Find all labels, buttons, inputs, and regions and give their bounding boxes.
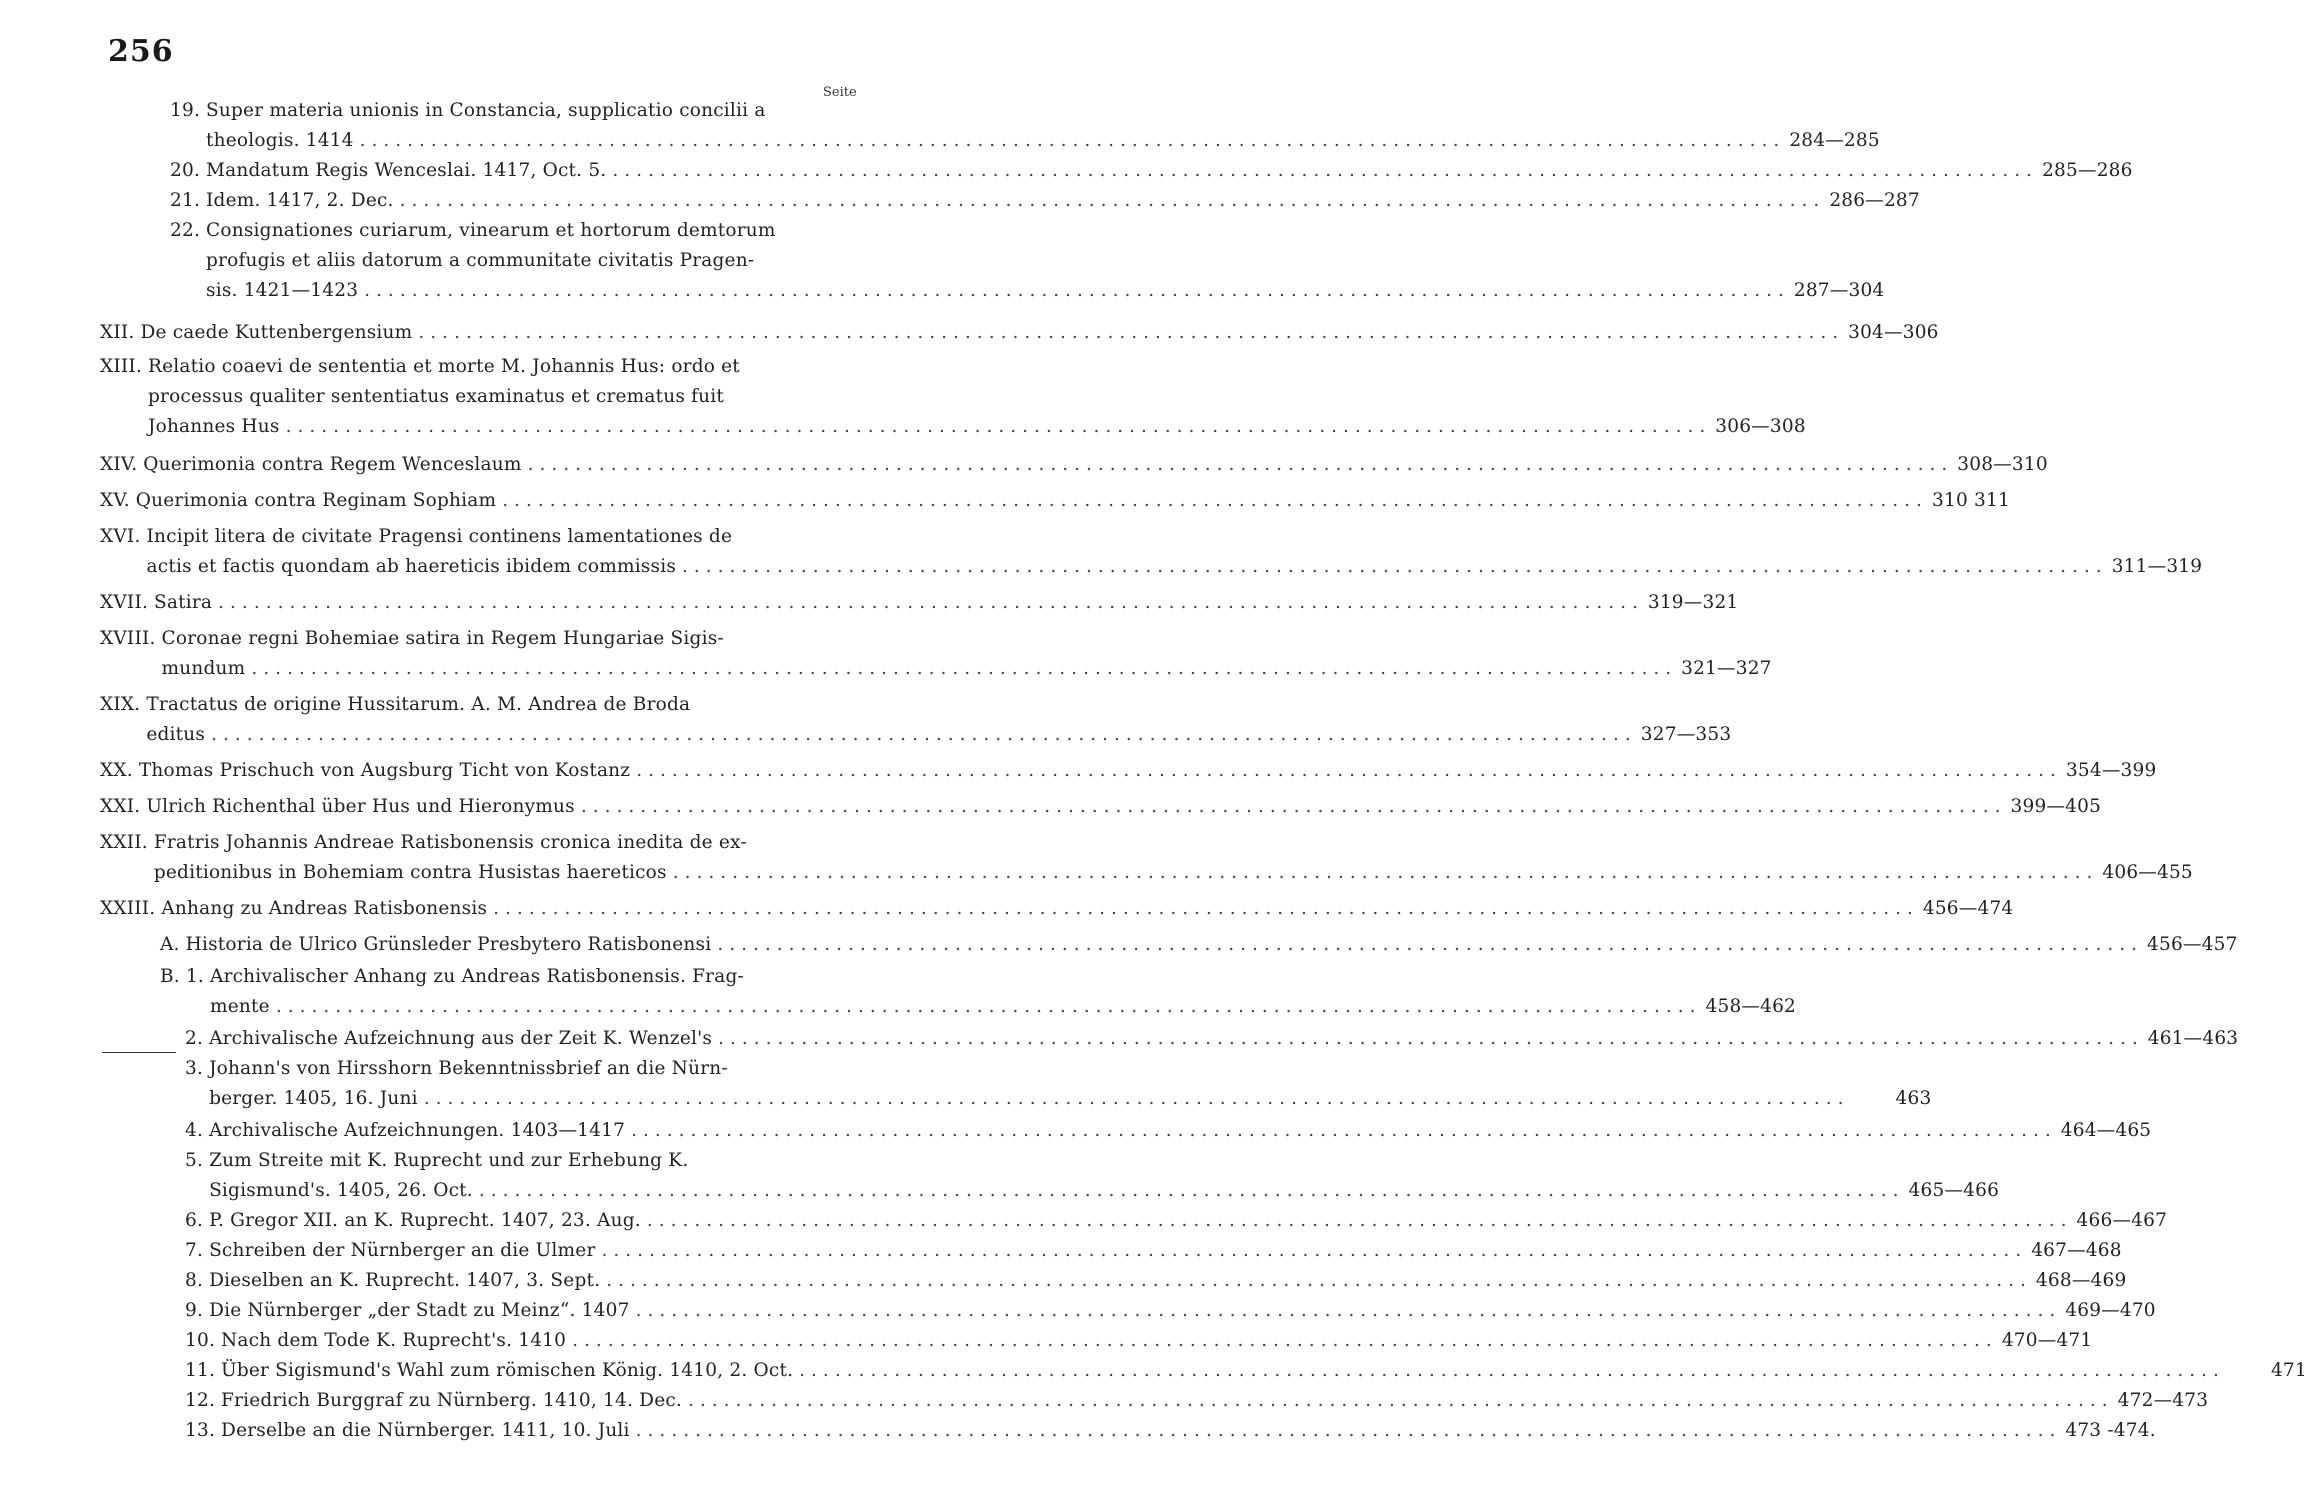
entry-title-line: Thomas Prischuch von Augsburg Ticht von Kostanz	[138, 760, 631, 781]
dot-leader: ........................................................................................................................	[580, 796, 2007, 817]
entry-pages: 468—469	[2035, 1270, 2127, 1291]
entry-title-line: Johannes Hus	[147, 416, 280, 437]
dot-leader: ........................................................................................................................	[636, 760, 2062, 781]
entry-number: XXI.	[100, 796, 141, 817]
entry-pages: 304—306	[1848, 322, 1939, 343]
entry-pages: 327—353	[1640, 724, 1732, 745]
entry-pages: 306—308	[1715, 416, 1806, 437]
dot-leader: ........................................................................................................................	[218, 592, 1644, 613]
entry-number: 4.	[185, 1120, 204, 1141]
toc-entry	[185, 1024, 2239, 1054]
entry-pages: 472—473	[2117, 1390, 2209, 1411]
entry-number: 13.	[185, 1420, 216, 1441]
toc-entry	[100, 690, 1732, 750]
entry-title-line: Die Nürnberger „der Stadt zu Meinz“. 1407	[209, 1300, 630, 1321]
entry-pages: 473 -474.	[2065, 1420, 2156, 1441]
dot-leader: ........................................................................................................................	[502, 490, 1928, 511]
entry-pages: 406—455	[2102, 862, 2193, 883]
toc-entry	[185, 1326, 2093, 1356]
toc-entry	[185, 1386, 2209, 1416]
entry-pages: 456—474	[1922, 898, 2014, 919]
toc-entry	[100, 522, 2203, 582]
entry-title-line: Satira	[154, 592, 213, 613]
entry-pages: 467—468	[2031, 1240, 2122, 1261]
entry-title-line: processus qualiter sententiatus examinatus et crematus fuit	[147, 386, 725, 407]
entry-number: A.	[160, 934, 180, 955]
entry-number: 22.	[170, 220, 201, 241]
entry-title-line: Derselbe an die Nürnberger. 1411, 10. Juli	[221, 1420, 630, 1441]
entry-pages: 466—467	[2076, 1210, 2168, 1231]
entry-title-line: Archivalische Aufzeichnung aus der Zeit K. Wenzel's	[209, 1028, 713, 1049]
entry-number: 5.	[185, 1150, 204, 1171]
entry-title-line: berger. 1405, 16. Juni	[209, 1088, 418, 1109]
toc-entry	[100, 894, 2014, 924]
dot-leader: ........................................................................................................................	[612, 160, 2039, 181]
entry-number: 7.	[185, 1240, 204, 1261]
toc-entry	[100, 352, 1806, 442]
entry-title-line: Anhang zu Andreas Ratisbonensis	[161, 898, 488, 919]
entry-title-line: profugis et aliis datorum a communitate civitatis Pragen-	[206, 250, 755, 271]
dot-leader: ........................................................................................................................	[682, 556, 2108, 577]
entry-pages: 464—465	[2060, 1120, 2152, 1141]
entry-title-line: Archivalischer Anhang zu Andreas Ratisbonensis. Frag-	[210, 966, 744, 987]
entry-pages: 465—466	[1908, 1180, 2000, 1201]
dot-leader: ........................................................................................................................	[359, 130, 1786, 151]
dot-leader: ........................................................................................................................	[572, 1330, 1998, 1351]
entry-title-line: actis et factis quondam ab haereticis ibidem commissis	[146, 556, 677, 577]
entry-title-line: Incipit litera de civitate Pragensi continens lamentationes de	[146, 526, 733, 547]
entry-title-line: Relatio coaevi de sententia et morte M. Johannis Hus: ordo et	[147, 356, 740, 377]
entry-pages: 469—470	[2065, 1300, 2156, 1321]
dot-leader: ........................................................................................................................	[687, 1390, 2114, 1411]
entry-title-line: Querimonia contra Reginam Sophiam	[135, 490, 497, 511]
entry-pages: 354—399	[2065, 760, 2157, 781]
toc-entry	[170, 216, 1885, 306]
toc-entry	[100, 450, 2048, 480]
dot-leader: ........................................................................................................................	[285, 416, 1712, 437]
toc-entry	[160, 962, 1797, 1022]
dot-leader: ........................................................................................................................	[493, 898, 1919, 919]
toc-entry	[185, 1054, 1932, 1114]
entry-number: XX.	[100, 760, 133, 781]
entry-number: 8.	[185, 1270, 204, 1291]
entry-title-line: editus	[146, 724, 206, 745]
entry-pages: 461—463	[2147, 1028, 2239, 1049]
dot-leader: ........................................................................................................................	[672, 862, 2099, 883]
dot-leader: ........................................................................................................................	[275, 996, 1702, 1017]
entry-title-line: Mandatum Regis Wenceslai. 1417, Oct. 5.	[206, 160, 607, 181]
page-number: 256	[108, 34, 174, 69]
entry-title-line: Fratris Johannis Andreae Ratisbonensis cronica inedita de ex-	[153, 832, 747, 853]
entry-pages: 308—310	[1957, 454, 2048, 475]
entry-pages: 284—285	[1789, 130, 1880, 151]
dot-leader: ........................................................................................................................	[606, 1270, 2032, 1291]
entry-title-line: Archivalische Aufzeichnungen. 1403—1417	[209, 1120, 626, 1141]
entry-title-line: Querimonia contra Regem Wenceslaum	[143, 454, 522, 475]
page-column-header: Seite	[823, 85, 857, 100]
entry-title-line: Coronae regni Bohemiae satira in Regem Hungariae Sigis-	[161, 628, 724, 649]
entry-number: XIII.	[100, 356, 142, 377]
dot-leader: ........................................................................................................................	[211, 724, 1637, 745]
dot-leader: ........................................................................................................................	[718, 1028, 2144, 1049]
dot-leader: ........................................................................................................................	[601, 1240, 2028, 1261]
toc-entry	[185, 1146, 2000, 1206]
entry-pages: 458—462	[1705, 996, 1797, 1017]
dot-leader: ........................................................................................................................	[799, 1360, 2225, 1381]
entry-number: 3.	[185, 1058, 204, 1079]
entry-pages: 456—457	[2147, 934, 2238, 955]
entry-title-line: Schreiben der Nürnberger an die Ulmer	[209, 1240, 596, 1261]
entry-number: 19.	[170, 100, 201, 121]
dot-leader: ........................................................................................................................	[646, 1210, 2073, 1231]
entry-title-line: Johann's von Hirsshorn Bekenntnissbrief an die Nürn-	[209, 1058, 728, 1079]
toc-entry	[185, 1416, 2156, 1446]
entry-number: 11.	[185, 1360, 216, 1381]
dot-leader: ........................................................................................................................	[478, 1180, 1905, 1201]
toc-entry	[170, 96, 1880, 156]
toc-entry	[100, 588, 1739, 618]
entry-number: 2.	[185, 1028, 204, 1049]
entry-title-line: Über Sigismund's Wahl zum römischen König. 1410, 2. Oct.	[221, 1360, 794, 1381]
dot-leader: ........................................................................................................................	[364, 280, 1790, 301]
toc-entry	[185, 1236, 2122, 1266]
entry-title-line: peditionibus in Bohemiam contra Husistas haereticos	[153, 862, 667, 883]
dot-leader: ........................................................................................................................	[418, 322, 1845, 343]
entry-pages: 310 311	[1932, 490, 2010, 511]
entry-title-line: Dieselben an K. Ruprecht. 1407, 3. Sept.	[209, 1270, 601, 1291]
entry-number: XVIII.	[100, 628, 156, 649]
dot-leader: ........................................................................................................................	[399, 190, 1826, 211]
entry-title-line: Zum Streite mit K. Ruprecht und zur Erhebung K.	[209, 1150, 689, 1171]
entry-number: 21.	[170, 190, 201, 211]
entry-title-line: Sigismund's. 1405, 26. Oct.	[209, 1180, 473, 1201]
toc-entry	[100, 792, 2102, 822]
entry-number: XII.	[100, 322, 135, 343]
entry-number: XIX.	[100, 694, 141, 715]
entry-number: XXIII.	[100, 898, 156, 919]
toc-entry	[170, 186, 1920, 216]
entry-title-line: theologis. 1414	[206, 130, 354, 151]
entry-title-line: Ulrich Richenthal über Hus und Hieronymus	[146, 796, 575, 817]
toc-entry	[185, 1296, 2156, 1326]
entry-title-line: sis. 1421—1423	[206, 280, 359, 301]
toc-entry	[100, 318, 1939, 348]
dot-leader: ........................................................................................................................	[717, 934, 2144, 955]
entry-number: XXII.	[100, 832, 148, 853]
entry-number: 6.	[185, 1210, 204, 1231]
entry-title-line: Friedrich Burggraf zu Nürnberg. 1410, 14. Dec.	[221, 1390, 682, 1411]
dot-leader: ........................................................................................................................	[251, 658, 1678, 679]
dot-leader: ........................................................................................................................	[527, 454, 1954, 475]
entry-number: XIV.	[100, 454, 138, 475]
entry-pages: 399—405	[2010, 796, 2102, 817]
entry-title-line: Idem. 1417, 2. Dec.	[206, 190, 394, 211]
entry-number: 9.	[185, 1300, 204, 1321]
toc-entry	[100, 486, 2010, 516]
entry-title-line: Nach dem Tode K. Ruprecht's. 1410	[221, 1330, 567, 1351]
entry-pages: 286—287	[1829, 190, 1920, 211]
entry-pages: 470—471	[2001, 1330, 2093, 1351]
entry-title-line: Historia de Ulrico Grünsleder Presbytero Ratisbonensi	[185, 934, 712, 955]
dot-leader: ........................................................................................................................	[423, 1088, 1850, 1109]
toc-entry	[185, 1356, 2307, 1386]
toc-entry	[100, 756, 2157, 786]
entry-title-line: Super materia unionis in Constancia, supplicatio concilii a	[206, 100, 766, 121]
toc-entry	[185, 1116, 2152, 1146]
entry-title-line: mundum	[161, 658, 246, 679]
entry-number: XVII.	[100, 592, 149, 613]
entry-pages: 321—327	[1681, 658, 1772, 679]
toc-entry	[185, 1266, 2127, 1296]
dot-leader: ........................................................................................................................	[635, 1420, 2062, 1441]
dot-leader: ........................................................................................................................	[635, 1300, 2062, 1321]
entry-pages: 285—286	[2042, 160, 2133, 181]
entry-title-line: mente	[210, 996, 270, 1017]
entry-title-line: Tractatus de origine Hussitarum. A. M. Andrea de Broda	[146, 694, 691, 715]
dot-leader: ........................................................................................................................	[631, 1120, 2057, 1141]
separator-rule	[102, 1052, 176, 1053]
entry-title-line: P. Gregor XII. an K. Ruprecht. 1407, 23. Aug.	[209, 1210, 641, 1231]
entry-title-line: De caede Kuttenbergensium	[140, 322, 413, 343]
entry-pages: 463	[1895, 1088, 1932, 1109]
entry-number: 10.	[185, 1330, 216, 1351]
entry-number: XV.	[100, 490, 130, 511]
entry-number: XVI.	[100, 526, 141, 547]
entry-pages: 311—319	[2111, 556, 2203, 577]
toc-entry	[170, 156, 2133, 186]
toc-entry	[185, 1206, 2168, 1236]
toc-entry	[160, 930, 2238, 960]
entry-pages: 471	[2270, 1360, 2307, 1381]
toc-entry	[100, 828, 2193, 888]
entry-number: 20.	[170, 160, 201, 181]
entry-number: B. 1.	[160, 966, 205, 987]
entry-number: 12.	[185, 1390, 216, 1411]
entry-pages: 319—321	[1647, 592, 1739, 613]
entry-pages: 287—304	[1793, 280, 1885, 301]
toc-entry	[100, 624, 1772, 684]
entry-title-line: Consignationes curiarum, vinearum et hortorum demtorum	[206, 220, 776, 241]
